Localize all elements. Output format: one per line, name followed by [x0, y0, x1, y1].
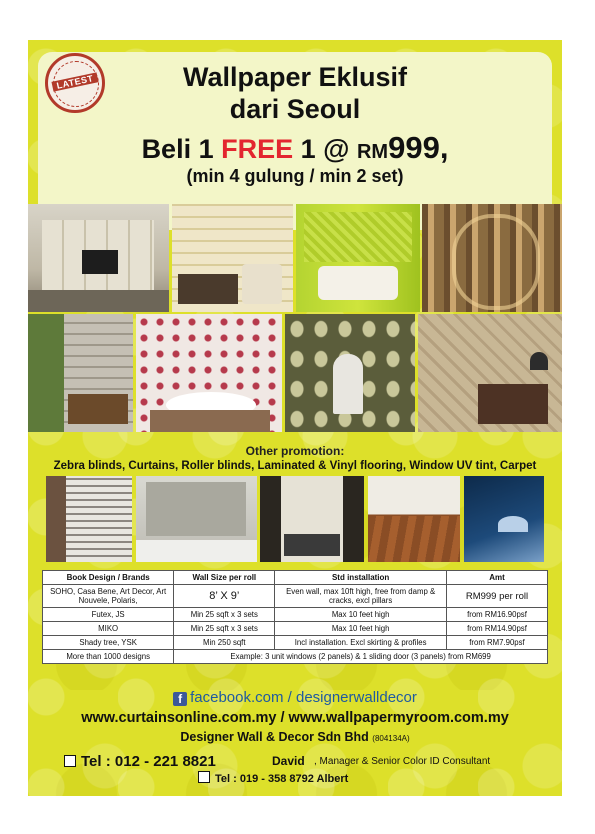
window-tint-photo: [464, 476, 544, 562]
table-row: [43, 585, 548, 608]
facebook-line[interactable]: [28, 689, 562, 706]
contact-1-role: , Manager & Senior Color ID Consultant: [314, 756, 491, 767]
room-photo-1: [28, 204, 169, 312]
room-photo-4: [422, 204, 562, 312]
room-photo-3: [296, 204, 420, 312]
room-photo-8: [418, 314, 562, 432]
table-row: [43, 608, 548, 622]
headline-line1: Wallpaper Eklusif: [182, 62, 408, 92]
curtains-photo: [260, 476, 364, 562]
room-photo-2: [172, 204, 293, 312]
room-photo-6: [136, 314, 282, 432]
offer-prefix: Beli 1: [141, 134, 222, 164]
offer-mid: 1 @: [293, 134, 357, 164]
table-row: [43, 622, 548, 636]
offer-price: 999,: [388, 130, 449, 165]
offer-free: FREE: [221, 134, 294, 164]
phone-icon: [198, 771, 210, 783]
flooring-photo: [368, 476, 460, 562]
website-urls[interactable]: www.curtainsonline.com.my / www.wallpapermyroom.com.my: [81, 710, 509, 726]
col-header: Std installation: [275, 571, 447, 585]
table-cell: More than 1000 designs: [43, 650, 174, 664]
table-row: [43, 636, 548, 650]
table-cell: from RM14.90psf: [446, 622, 547, 636]
telephone-1: [64, 753, 216, 770]
table-cell: Min 25 sqft x 3 sets: [174, 608, 275, 622]
minimum-quantity: (min 4 gulung / min 2 set): [186, 166, 404, 186]
stamp-label: LATEST: [51, 72, 98, 91]
col-header: Book Design / Brands: [43, 571, 174, 585]
table-cell: from RM7.90psf: [446, 636, 547, 650]
offer-line: [28, 130, 562, 166]
room-photo-7: [285, 314, 415, 432]
table-cell: Even wall, max 10ft high, free from damp & cracks, excl pillars: [275, 585, 447, 608]
table-cell: Min 250 sqft: [174, 636, 275, 650]
table-cell: Shady tree, YSK: [43, 636, 174, 650]
col-header: Wall Size per roll: [174, 571, 275, 585]
table-cell: Futex, JS: [43, 608, 174, 622]
table-cell: SOHO, Casa Bene, Art Decor, Art Nouvele, Polaris,: [43, 585, 174, 608]
room-photo-5: [28, 314, 133, 432]
registration-number: (804134A): [372, 734, 410, 743]
table-cell: Max 10 feet high: [275, 622, 447, 636]
table-row: [43, 650, 548, 664]
table-cell-example: Example: 3 unit windows (2 panels) & 1 sliding door (3 panels) from RM699: [174, 650, 548, 664]
blinds-photo-1: [46, 476, 132, 562]
table-cell: RM999 per roll: [446, 585, 547, 608]
table-cell: from RM16.90psf: [446, 608, 547, 622]
headline-line2: dari Seoul: [229, 94, 361, 124]
col-header: Amt: [446, 571, 547, 585]
telephone-2: [198, 771, 348, 785]
contact-1-name: David: [272, 754, 305, 768]
promotion-heading: Other promotion:: [245, 444, 345, 458]
offer-currency: RM: [356, 141, 389, 163]
price-table: [42, 570, 548, 664]
flyer: [28, 40, 562, 796]
company-label: Designer Wall & Decor Sdn Bhd: [180, 730, 369, 744]
telephone-1-text: Tel : 012 - 221 8821: [81, 753, 216, 770]
blinds-photo-2: [136, 476, 257, 562]
table-cell: Max 10 feet high: [275, 608, 447, 622]
table-cell: 8’ X 9’: [174, 585, 275, 608]
table-cell: Incl installation. Excl skirting & profiles: [275, 636, 447, 650]
facebook-url[interactable]: facebook.com / designerwalldecor: [190, 689, 417, 706]
phone-icon: [64, 755, 76, 767]
promotion-items: Zebra blinds, Curtains, Roller blinds, Laminated & Vinyl flooring, Window UV tint, Carpet: [53, 460, 537, 472]
facebook-icon: f: [173, 692, 187, 706]
table-header-row: [43, 571, 548, 585]
table-cell: MIKO: [43, 622, 174, 636]
table-cell: Min 25 sqft x 3 sets: [174, 622, 275, 636]
telephone-2-text: Tel : 019 - 358 8792 Albert: [215, 773, 349, 785]
company-name: [28, 730, 562, 744]
